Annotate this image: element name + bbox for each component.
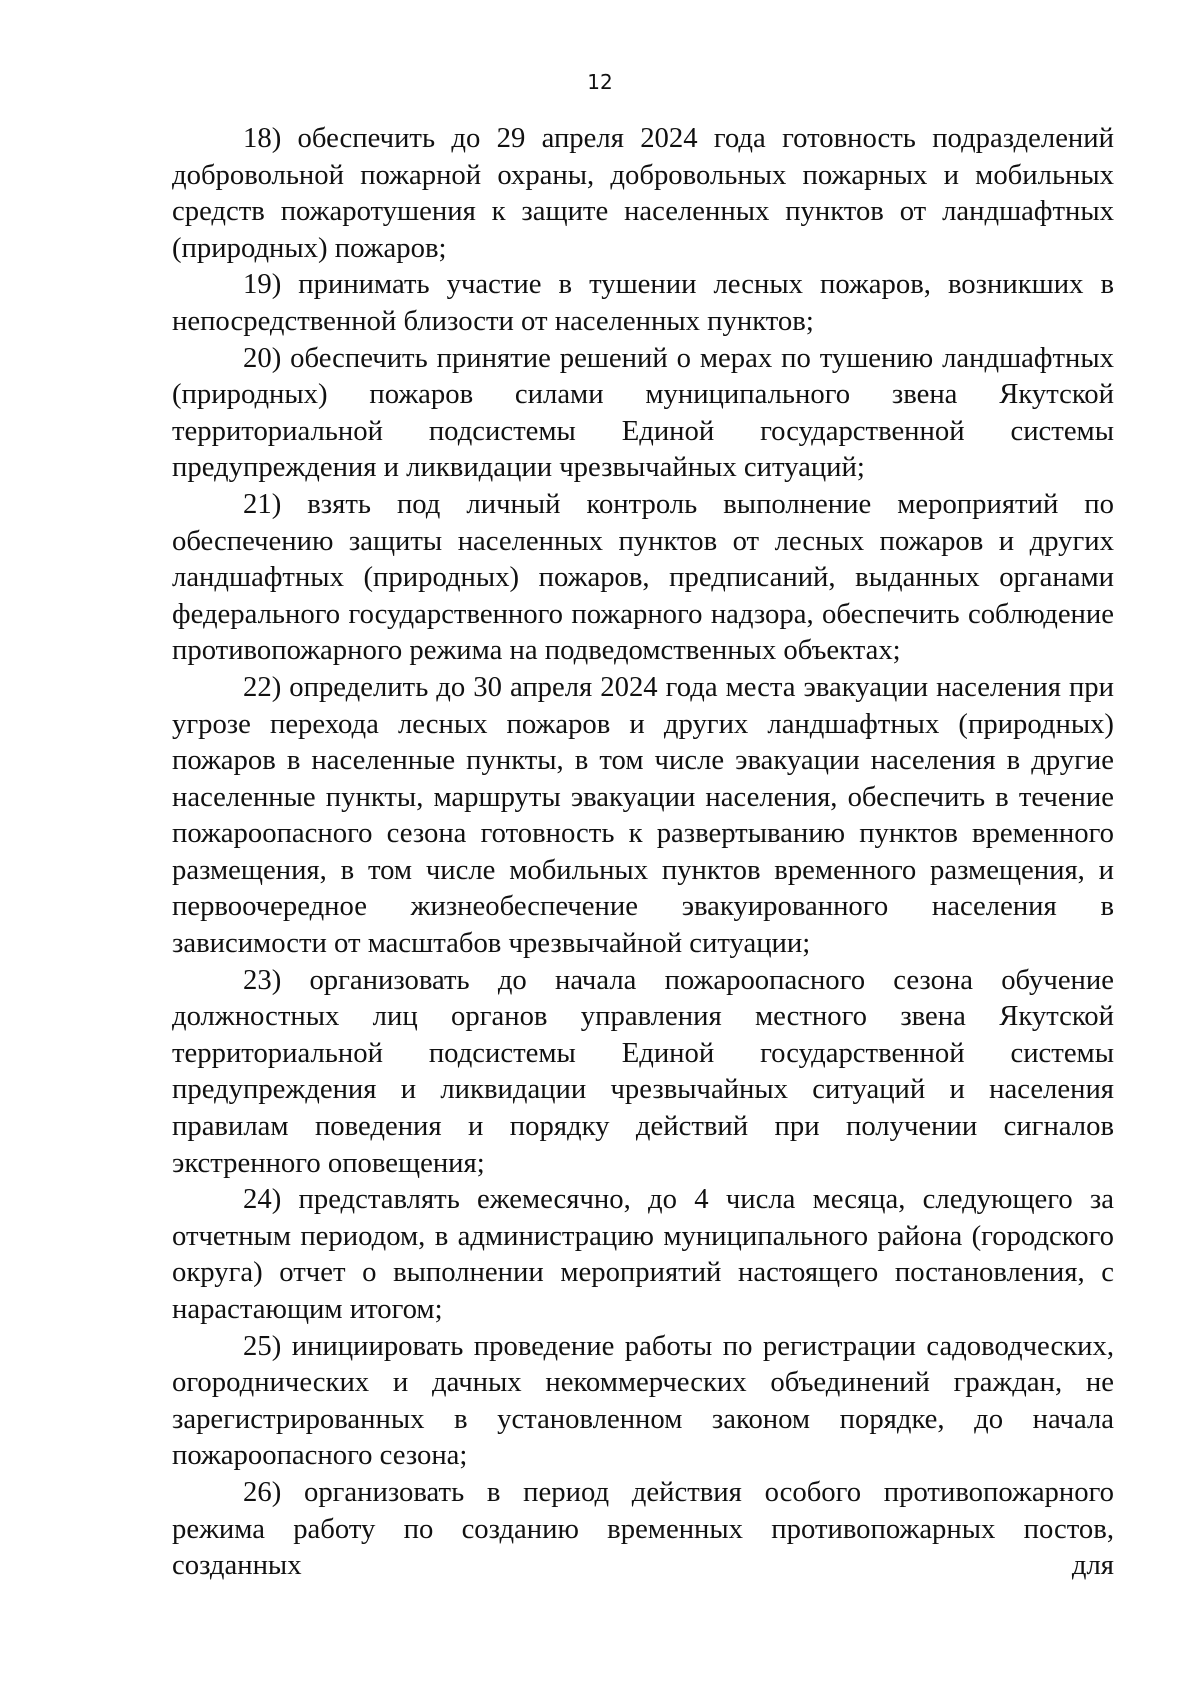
- list-item-19: 19) принимать участие в тушении лесных пожаров, возникших в непосредственной близости от населенных пунктов;: [172, 268, 1114, 337]
- list-item-23: 23) организовать до начала пожароопасного сезона обучение должностных лиц органов управления местного звена Якутской территориальной подсистемы Единой государственной системы предупреждения и ликвидации чрезвычайных ситуаций и населения правилам поведения и порядку действий при получении сигналов экстренного оповещения;: [172, 963, 1114, 1179]
- list-item-21: 21) взять под личный контроль выполнение мероприятий по обеспечению защиты населенных пунктов от лесных пожаров и других ландшафтных (природных) пожаров, предписаний, выданных органами федерального государственного пожарного надзора, обеспечить соблюдение противопожарного режима на подведомственных объектах;: [172, 487, 1114, 667]
- list-item-18: 18) обеспечить до 29 апреля 2024 года готовность подразделений добровольной пожарной охраны, добровольных пожарных и мобильных средств пожаротушения к защите населенных пунктов от ландшафтных (природных) пожаров;: [172, 122, 1114, 264]
- list-item-25: 25) инициировать проведение работы по регистрации садоводческих, огороднических и дачных некоммерческих объединений граждан, не зарегистрированных в установленном законом порядке, до начала пожароопасного сезона;: [172, 1329, 1114, 1472]
- document-body: [172, 120, 1114, 1584]
- list-item-22: 22) определить до 30 апреля 2024 года места эвакуации населения при угрозе перехода лесных пожаров и других ландшафтных (природных) пожаров в населенные пункты, в том числе эвакуации населения в другие населенные пункты, маршруты эвакуации населения, обеспечить в течение пожароопасного сезона готовность к развертыванию пунктов временного размещения, в том числе мобильных пунктов временного размещения, и первоочередное жизнеобеспечение эвакуированного населения в зависимости от масштабов чрезвычайной ситуации;: [172, 670, 1114, 960]
- page-number: 12: [587, 70, 613, 94]
- list-item-26: 26) организовать в период действия особого противопожарного режима работу по созданию временных противопожарных постов, созданных для: [172, 1475, 1114, 1582]
- list-item-24: 24) представлять ежемесячно, до 4 числа месяца, следующего за отчетным периодом, в администрацию муниципального района (городского округа) отчет о выполнении мероприятий настоящего постановления, с нарастающим итогом;: [172, 1183, 1114, 1325]
- list-item-20: 20) обеспечить принятие решений о мерах по тушению ландшафтных (природных) пожаров силами муниципального звена Якутской территориальной подсистемы Единой государственной системы предупреждения и ликвидации чрезвычайных ситуаций;: [172, 341, 1114, 484]
